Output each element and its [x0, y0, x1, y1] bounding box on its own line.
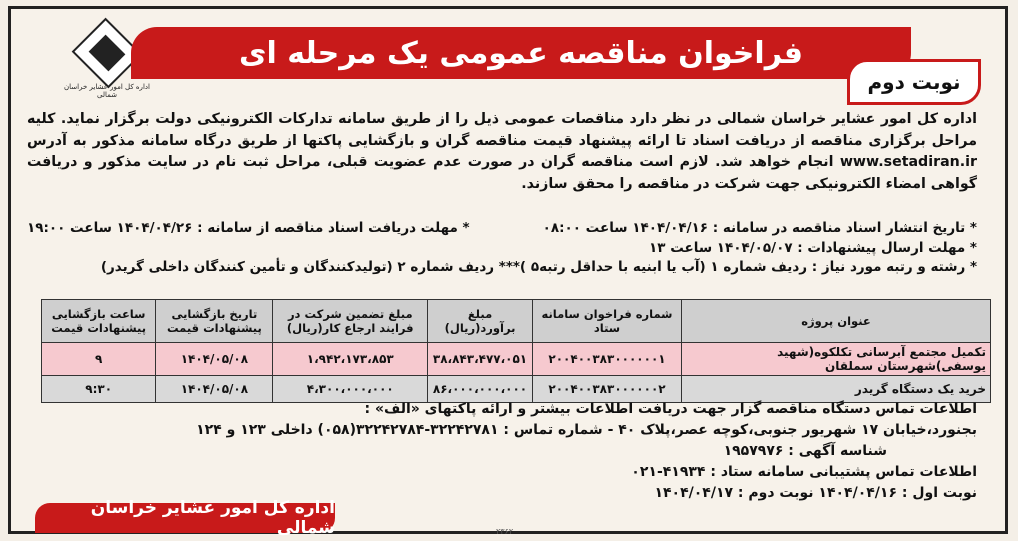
page-title: فراخوان مناقصه عمومی یک مرحله ای [238, 35, 803, 71]
cell-open-date: ۱۴۰۴/۰۵/۰۸ [156, 376, 273, 403]
bids-deadline: * مهلت ارسال پیشنهادات : ۱۴۰۴/۰۵/۰۷ ساعت ۱۳ [649, 239, 977, 256]
publish-date: * تاریخ انتشار اسناد مناقصه در سامانه : ۱۴۰۴/۰۴/۱۶ ساعت ۰۸:۰۰ [542, 220, 977, 236]
page-number: ۲۳۶۲ [496, 527, 514, 536]
table-header-row [42, 300, 991, 343]
cell-call-number: ۲۰۰۴۰۰۳۸۳۰۰۰۰۰۰۱ [533, 343, 682, 376]
col-project: عنوان پروژه [682, 300, 991, 343]
cell-guarantee: ۱،۹۴۲،۱۷۳،۸۵۳ [273, 343, 428, 376]
cell-call-number: ۲۰۰۴۰۰۳۸۳۰۰۰۰۰۰۲ [533, 376, 682, 403]
ad-id: شناسه آگهی : ۱۹۵۷۹۷۶ [723, 443, 887, 459]
col-open-time: ساعت بازگشایی پیشنهادات قیمت [42, 300, 156, 343]
round-badge: نوبت دوم [847, 59, 981, 105]
intro-paragraph: اداره کل امور عشایر خراسان شمالی در نظر دارد مناقصات عمومی ذیل را از طریق سامانه تدارکات الکترونیکی دولت برگزار نماید. کلیه مراحل برگزاری مناقصه از دریافت اسناد تا ارائه پیشنهاد قیمت مناقصه گران و بازگشایی پاکتها از طریق درگاه سامانه مذکور به آدرس www.setadiran.ir انجام خواهد شد. لازم است مناقصه گران در صورت عدم عضویت قبلی، مراحل ثبت نام در سایت مذکور و دریافت گواهی امضاء الکترونیکی جهت شرکت در مناقصه را محقق سازند. [27, 111, 977, 192]
support-contact: اطلاعات تماس پشتیبانی سامانه ستاد : ۴۱۹۳۴-۰۲۱ [631, 464, 977, 480]
qualification: * رشته و رتبه مورد نیاز : ردیف شماره ۱ (آب یا ابنیه با حداقل رتبه۵ )*** ردیف شماره ۲ (تولیدکنندگان و تأمین کنندگان داخلی گریدر) [100, 259, 977, 275]
cell-guarantee: ۴،۳۰۰،۰۰۰،۰۰۰ [273, 376, 428, 403]
footer-organization: اداره کل امور عشایر خراسان شمالی [35, 503, 335, 533]
contact-block [27, 399, 977, 504]
notice-frame [8, 6, 1008, 538]
title-banner [131, 27, 911, 79]
table-row [42, 343, 991, 376]
col-open-date: تاریخ بازگشایی پیشنهادات قیمت [156, 300, 273, 343]
cell-estimate: ۸۶،۰۰۰،۰۰۰،۰۰۰ [428, 376, 533, 403]
logo-caption: اداره کل امور عشایر خراسان شمالی [64, 83, 150, 99]
publication-dates: نوبت اول : ۱۴۰۴/۰۴/۱۶ نوبت دوم : ۱۴۰۴/۰۴/۱۷ [654, 485, 977, 501]
cell-project: خرید یک دستگاه گریدر [682, 376, 991, 403]
col-call-number: شماره فراخوان سامانه ستاد [533, 300, 682, 343]
cell-open-time: ۹:۳۰ [42, 376, 156, 403]
tenders-table [41, 299, 991, 403]
cell-project: تکمیل مجتمع آبرسانی تکلکوه(شهید یوسفی)شهرستان سملقان [682, 343, 991, 376]
cell-open-date: ۱۴۰۴/۰۵/۰۸ [156, 343, 273, 376]
docs-deadline: * مهلت دریافت اسناد مناقصه از سامانه : ۱۴۰۴/۰۴/۲۶ ساعت ۱۹:۰۰ [27, 220, 470, 236]
col-estimate: مبلغ برآورد(ریال) [428, 300, 533, 343]
contact-heading: اطلاعات تماس دستگاه مناقصه گزار جهت دریافت اطلاعات بیشتر و ارائه پاکتهای «الف» : [364, 401, 977, 417]
bullets-block [27, 219, 977, 278]
cell-open-time: ۹ [42, 343, 156, 376]
cell-estimate: ۳۸،۸۴۳،۴۷۷،۰۵۱ [428, 343, 533, 376]
col-guarantee: مبلغ تضمین شرکت در فرایند ارجاع کار(ریال) [273, 300, 428, 343]
dates-row [27, 219, 977, 239]
contact-address: بجنورد،خیابان ۱۷ شهریور جنوبی،کوچه عصر،پلاک ۴۰ - شماره تماس : ۳۲۲۴۲۷۸۱-۳۲۲۴۲۷۸۴(۰۵۸) داخلی ۱۲۳ و ۱۲۴ [196, 422, 977, 438]
